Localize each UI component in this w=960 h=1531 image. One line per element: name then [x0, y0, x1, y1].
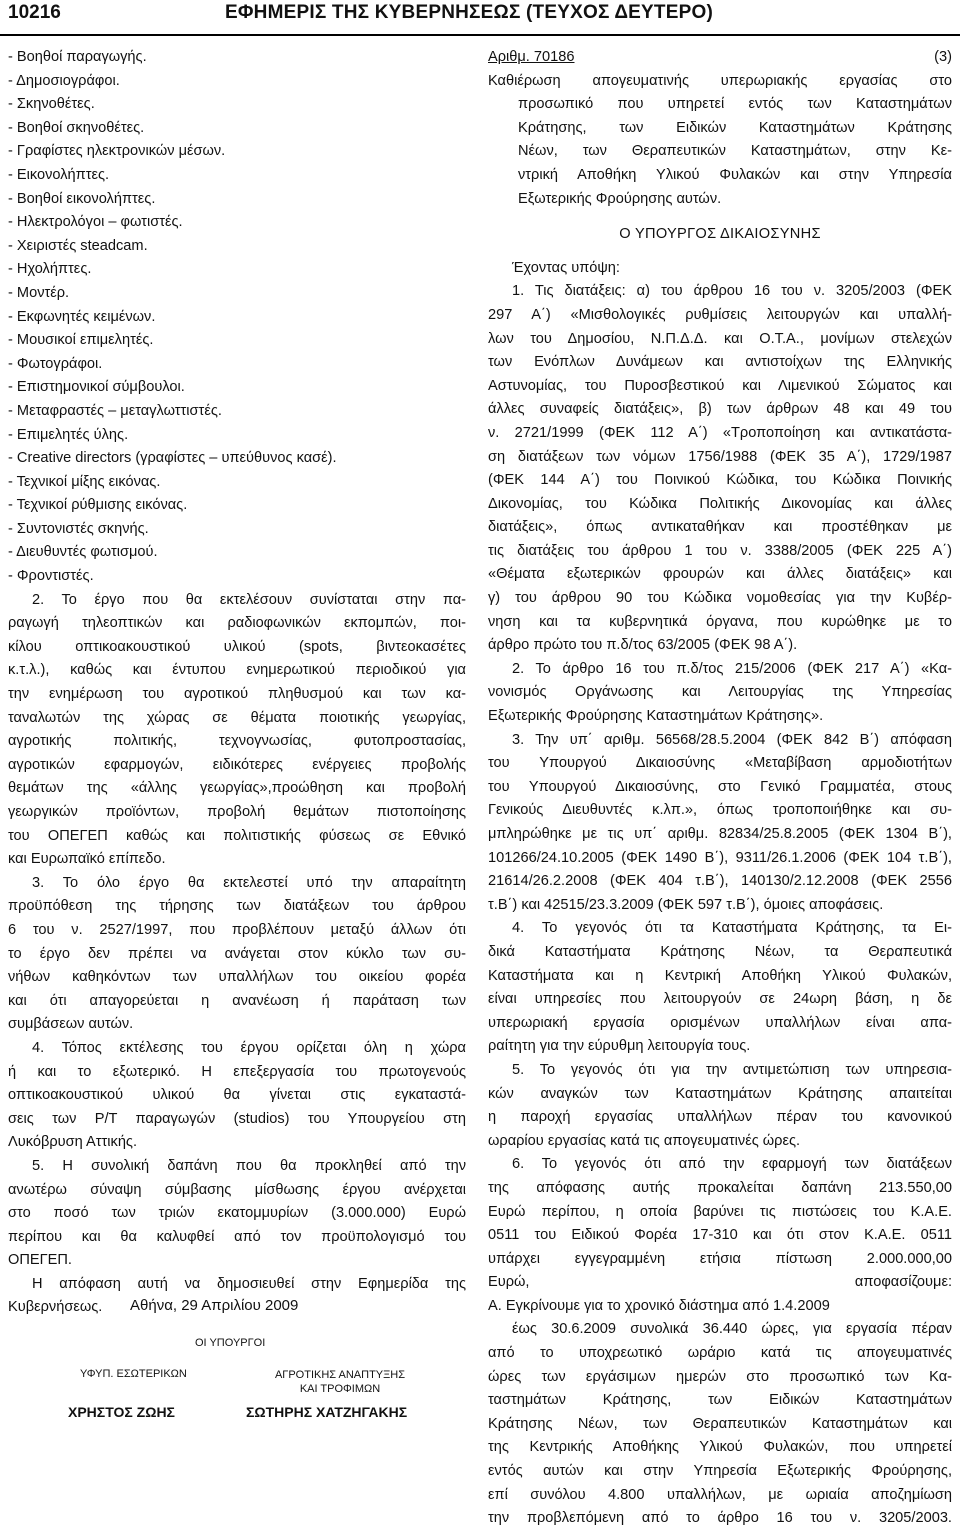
body-line: «Θέματα εξωτερικών φρουρών και άλλες διατάξεις» και: [488, 566, 952, 583]
para2-line: θεμάτων της «άλλης γεωργίας»,προώθηση και προβολή: [8, 780, 466, 797]
body-line: κών αναγκών των Καταστημάτων Κράτησης απαιτείται: [488, 1085, 952, 1102]
list-item: - Φωτογράφοι.: [8, 355, 103, 372]
para3-line: 3. Το όλο έργο θα εκτελεστεί υπό την απαραίτητη: [32, 874, 466, 891]
para3-line: 6 του ν. 2527/1997, που προβλέπουν μεταξύ άλλων ότι: [8, 921, 466, 938]
para2-line: αγροτικής πολιτικής, τεχνογνωσίας, φυτοπροστασίας,: [8, 733, 466, 750]
body-line: 2. Το άρθρο 16 του π.δ/τος 215/2006 (ΦΕΚ 217 Α΄) «Κα-: [512, 660, 952, 677]
ministers-label: ΟΙ ΥΠΟΥΡΓΟΙ: [195, 1337, 266, 1349]
minister2-role-line1: ΑΓΡΟΤΙΚΗΣ ΑΝΑΠΤΥΞΗΣ: [274, 1369, 406, 1381]
minister2-role: [270, 1368, 410, 1396]
minister-heading: Ο ΥΠΟΥΡΓΟΣ ΔΙΚΑΙΟΣΥΝΗΣ: [619, 226, 821, 243]
body-line: της απόφασης αυτής προκαλείται δαπάνη 213.550,00: [488, 1179, 952, 1196]
body-line: υπάρχει εγγεγραμμένη ετήσια πίστωση 2.000.000,00: [488, 1250, 952, 1267]
list-item: - Δημοσιογράφοι.: [8, 72, 120, 89]
list-item: - Συντονιστές σκηνής.: [8, 520, 149, 537]
body-line: 6. Το γεγονός ότι από την εφαρμογή των διατάξεων: [512, 1156, 952, 1173]
minister2-name: ΣΩΤΗΡΗΣ ΧΑΤΖΗΓΑΚΗΣ: [246, 1404, 408, 1420]
body-line: από το υποχρεωτικό ωράριο κατά τις απογευματινές: [488, 1345, 952, 1362]
decision-header: [488, 46, 952, 70]
body-line: είναι υπηρεσίες που λειτουργούν σε 24ωρη βάση, η δε: [488, 991, 952, 1008]
decision-index: (3): [934, 49, 952, 65]
body-line: Ευρώ, αποφασίζουμε:: [488, 1274, 952, 1291]
para5-line: περίπου και θα καλυφθεί από τον προϋπολογισμό του: [8, 1228, 466, 1245]
place-date: Αθήνα, 29 Απριλίου 2009: [130, 1297, 299, 1314]
gazette-title: ΕΦΗΜΕΡΙΣ ΤΗΣ ΚΥΒΕΡΝΗΣΕΩΣ (ΤΕΥΧΟΣ ΔΕΥΤΕΡΟ): [225, 2, 713, 23]
body-line: ταστημάτων Κράτησης, των Ειδικών Καταστημάτων: [488, 1392, 952, 1409]
body-line: του Υπουργού Δικαιοσύνης, στο Γενικό Γραμματέα, στους: [488, 778, 952, 795]
body-line: υπερωριακή εργασία ορισμένων υπαλλήλων είναι απα-: [488, 1014, 952, 1031]
para4-line: ή και το εξωτερικό. Η επεξεργασία του πρωτογενούς: [8, 1063, 466, 1080]
para5-line: 5. Η συνολική δαπάνη που θα προκληθεί από την: [32, 1157, 466, 1174]
para3-line: και ότι απαγορεύεται η ανανέωση ή παράταση των: [8, 992, 466, 1009]
para5-line: ΟΠΕΓΕΠ.: [8, 1252, 72, 1269]
list-item: - Χειριστές steadcam.: [8, 237, 148, 254]
body-line: την προβλεπόμενη από το άρθρο 16 του ν. 3205/2003.: [488, 1510, 952, 1527]
minister1-name: ΧΡΗΣΤΟΣ ΖΩΗΣ: [68, 1404, 175, 1420]
list-item: - Μοντέρ.: [8, 284, 70, 301]
para2-line: 2. Το έργο που θα εκτελέσουν συνίσταται στην πα-: [32, 591, 466, 608]
decision-number: Αριθμ. 70186: [488, 49, 575, 65]
list-item: - Ηλεκτρολόγοι – φωτιστές.: [8, 214, 183, 231]
body-line: Κράτησης Νέων, των Θεραπευτικών Καταστημάτων και: [488, 1415, 952, 1432]
body-line: (ΦΕΚ 144 Α΄) του Ποινικού Κώδικα, του Κώδικα Ποινικής: [488, 472, 952, 489]
decision-title-line: Κράτησης, των Ειδικών Καταστημάτων Κράτησης: [518, 119, 952, 136]
para2-line: του ΟΠΕΓΕΠ καθώς και πολιτιστικής φύσεως σε Εθνικό: [8, 827, 466, 844]
body-line: Α. Εγκρίνουμε για το χρονικό διάστημα από 1.4.2009: [488, 1297, 830, 1314]
para5-line: ανωτέρω σύναψη σύμβασης μίσθωσης έργου ανέρχεται: [8, 1181, 466, 1198]
body-line: Γενικούς Διευθυντές κ.λπ.», όπως τροποποιήθηκε και συ-: [488, 802, 952, 819]
list-item: - Τεχνικοί μίξης εικόνας.: [8, 473, 161, 490]
para3-line: νήθων καθηκόντων των υπαλλήλων του οικείου φορέα: [8, 969, 466, 986]
list-item: - Βοηθοί σκηνοθέτες.: [8, 119, 145, 136]
minister1-role: ΥΦΥΠ. ΕΣΩΤΕΡΙΚΩΝ: [80, 1368, 187, 1380]
list-item: - Επιστημονικοί σύμβουλοι.: [8, 379, 185, 396]
body-line: 3. Την υπ΄ αριθμ. 56568/28.5.2004 (ΦΕΚ 842 Β΄) απόφαση: [512, 731, 952, 748]
body-line: έως 30.6.2009 συνολικά 36.440 ώρες, για εργασία πέραν: [512, 1321, 952, 1338]
list-item: - Γραφίστες ηλεκτρονικών μέσων.: [8, 143, 226, 160]
list-item: - Βοηθοί παραγωγής.: [8, 49, 147, 65]
body-line: νονισμός Οργάνωσης και Λειτουργίας της Υπηρεσίας: [488, 684, 952, 701]
para2-line: και Ευρωπαϊκό επίπεδο.: [8, 851, 166, 868]
body-line: ραίτητη για την εύρυθμη λειτουργία τους.: [488, 1038, 751, 1055]
para2-line: ταναλωτών της χώρας σε θέματα ποιοτικής γεωργίας,: [8, 709, 466, 726]
body-line: Καταστήματα και η Κεντρική Αποθήκη Υλικού Φυλακών,: [488, 967, 952, 984]
body-line: Αστυνομίας, του Πυροσβεστικού και Λιμενικού Σώματος και: [488, 377, 952, 394]
list-item: - Διευθυντές φωτισμού.: [8, 544, 158, 561]
para2-line: την ενημέρωση του αγροτικού πληθυσμού και των κα-: [8, 686, 466, 703]
body-line: του Υπουργού Δικαιοσύνης «Μεταβίβαση αρμοδιοτήτων: [488, 755, 952, 772]
body-line: 4. Το γεγονός ότι τα Καταστήματα Κράτησης, τα Ει-: [512, 920, 952, 937]
body-line: μπληρώθηκε με τις υπ΄ αριθμ. 82834/25.8.2005 (ΦΕΚ 1304 Β΄),: [488, 826, 952, 842]
list-item: - Εκφωνητές κειμένων.: [8, 308, 156, 325]
body-line: Δικονομίας, του Κώδικα Πολιτικής Δικονομίας και άλλες: [488, 495, 952, 512]
para3-line: προϋπόθεση της τήρησης των διατάξεων του άρθρου: [8, 898, 466, 915]
body-line: γ) του άρθρου 90 του Κώδικα νομοθεσίας για την Κυβέρ-: [488, 590, 952, 607]
left-column: [8, 46, 466, 1320]
decision-title-line: Εξωτερικής Φρούρησης αυτών.: [518, 190, 722, 207]
decision-title-line: προσωπικό που υπηρετεί εντός των Καταστημάτων: [518, 96, 952, 113]
having-regard: Έχοντας υπόψη:: [512, 259, 620, 276]
body-line: ώρες των εργάσιμων ημερών στο προσωπικό των Κα-: [488, 1368, 952, 1385]
body-line: Εξωτερικής Φρούρησης Καταστημάτων Κράτησης».: [488, 708, 824, 725]
right-column: [488, 46, 952, 1531]
list-item: - Μουσικοί επιμελητές.: [8, 332, 154, 349]
body-line: η παροχή εργασίας υπαλλήλων πέραν του κανονικού: [488, 1109, 952, 1126]
body-line: λων του Δημοσίου, Ν.Π.Δ.Δ. και Ο.Τ.Α., μονίμων στελεχών: [488, 330, 952, 347]
body-line: άρθρο πρώτο του π.δ/τος 63/2005 (ΦΕΚ 98 Α΄).: [488, 637, 798, 654]
para4-line: 4. Τόπος εκτέλεσης του έργου ορίζεται όλη η χώρα: [32, 1039, 466, 1056]
body-line: τις διατάξεις του άρθρου 1 του ν. 3388/2005 (ΦΕΚ 225 Α΄): [488, 542, 952, 559]
para2-line: κ.τ.λ.), καθώς και έντυπου ενημερωτικού περιοδικού για: [8, 662, 466, 679]
body-line: άλλες συναφείς διατάξεις», β) των άρθρων 48 και 49 του: [488, 401, 952, 418]
para2-line: αγροτικών εφαρμογών, ειδικότερες ενέργειες προβολής: [8, 756, 466, 773]
para5-line: στο ποσό των τριών εκατομμυρίων (3.000.000) Ευρώ: [8, 1205, 466, 1222]
page-number: 10216: [8, 2, 61, 23]
decision-title-line: Νέων, των Θεραπευτικών Καταστημάτων, στην Κε-: [518, 143, 952, 160]
para4-line: οπτικοακουστικού υλικού θα γίνεται στις εγκαταστά-: [8, 1087, 466, 1104]
body-line: των Ενόπλων Δυνάμεων και αντιστοίχων της Ελληνικής: [488, 354, 952, 371]
decision-title-line: ντρική Αποθήκη Υλικού Φυλακών και στην Υπηρεσία: [518, 166, 952, 183]
list-item: - Βοηθοί εικονολήπτες.: [8, 190, 156, 207]
para4-line: Λυκόβρυση Αττικής.: [8, 1134, 138, 1151]
body-line: εντός αυτών και στην Υπηρεσία Εξωτερικής Φρούρησης,: [488, 1463, 952, 1480]
body-line: 1. Τις διατάξεις: α) του άρθρου 16 του ν. 3205/2003 (ΦΕΚ: [512, 283, 952, 300]
body-line: δικά Καταστήματα Κράτησης Νέων, τα Θεραπευτικά: [488, 943, 952, 960]
para4-line: σεις των Ρ/Τ παραγωγών (studios) του Υπουργείου στη: [8, 1110, 466, 1127]
body-line: 21614/26.2.2008 (ΦΕΚ 404 τ.Β΄), 140130/2.12.2008 (ΦΕΚ 2556: [488, 873, 952, 890]
body-line: ση διατάξεων των νόμων 1756/1988 (ΦΕΚ 35 Α΄), 1729/1987: [488, 448, 952, 465]
list-item: - Τεχνικοί ρύθμισης εικόνας.: [8, 497, 188, 514]
body-line: διατάξεις», όπως αντικαταθήκαν και προστέθηκαν με: [488, 519, 952, 536]
minister2-role-line2: ΚΑΙ ΤΡΟΦΙΜΩΝ: [299, 1383, 381, 1395]
list-item: - Ηχολήπτες.: [8, 261, 92, 278]
body-line: 5. Το γεγονός ότι για την αντιμετώπιση των υπηρεσια-: [512, 1061, 952, 1078]
list-item: - Φροντιστές.: [8, 568, 94, 585]
list-item: - Creative directors (γραφίστες – υπεύθυνος κασέ).: [8, 450, 337, 467]
body-line: 101266/24.10.2005 (ΦΕΚ 1490 Β΄), 9311/26.1.2006 (ΦΕΚ 104 τ.Β΄),: [488, 849, 952, 866]
para6-line: Κυβερνήσεως.: [8, 1299, 103, 1316]
body-line: τ.Β΄) και 42515/23.3.2009 (ΦΕΚ 597 τ.Β΄), όμοιες αποφάσεις.: [488, 896, 884, 913]
body-line: 297 Α΄) «Μισθολογικές ρυθμίσεις λειτουργών και υπαλλή-: [488, 306, 952, 323]
para2-line: γεωργικών προϊόντων, προβολή θεμάτων πιστοποίησης: [8, 804, 466, 820]
para2-line: κίλου οπτικοακουστικού υλικού (spots, βιντεοκασέτες: [8, 638, 466, 655]
para3-line: το έργο δεν πρέπει να ανάγεται στον κύκλο των συ-: [8, 945, 466, 962]
header-rule: [0, 34, 960, 36]
para6-line: Η απόφαση αυτή να δημοσιευθεί στην Εφημερίδα της: [32, 1275, 466, 1292]
gazette-header: [0, 0, 960, 30]
list-item: - Επιμελητές ύλης.: [8, 426, 129, 443]
para3-line: συμβάσεων αυτών.: [8, 1016, 134, 1033]
body-line: Ευρώ περίπου, η οποία βαρύνει τις πιστώσεις του Κ.Α.Ε.: [488, 1203, 952, 1220]
body-line: ν. 2721/1999 (ΦΕΚ 112 Α΄) «Τροποποίηση και αντικατάστα-: [488, 424, 952, 441]
body-line: της Κεντρικής Αποθήκης Υλικού Φυλακών, που υπηρετεί: [488, 1439, 952, 1456]
body-line: 0511 του Ειδικού Φορέα 17-310 και ότι στον Κ.Α.Ε. 0511: [488, 1227, 952, 1244]
list-item: - Μεταφραστές – μεταγλωττιστές.: [8, 402, 222, 419]
body-line: επί συνόλου 4.800 υπαλλήλων, με ωριαία αποζημίωση: [488, 1486, 952, 1503]
para2-line: ραγωγή τηλεοπτικών και ραδιοφωνικών εκπομπών, ποι-: [8, 615, 466, 632]
body-line: νηση και τα κυβερνητικά όργανα, που κυρώθηκε με το: [488, 613, 952, 630]
body-line: ωραρίου εργασίας κατά τις απογευματινές ώρες.: [488, 1132, 801, 1149]
list-item: - Εικονολήπτες.: [8, 166, 110, 183]
decision-title-line: Καθιέρωση απογευματινής υπερωριακής εργασίας στο: [488, 72, 952, 89]
list-item: - Σκηνοθέτες.: [8, 96, 95, 113]
